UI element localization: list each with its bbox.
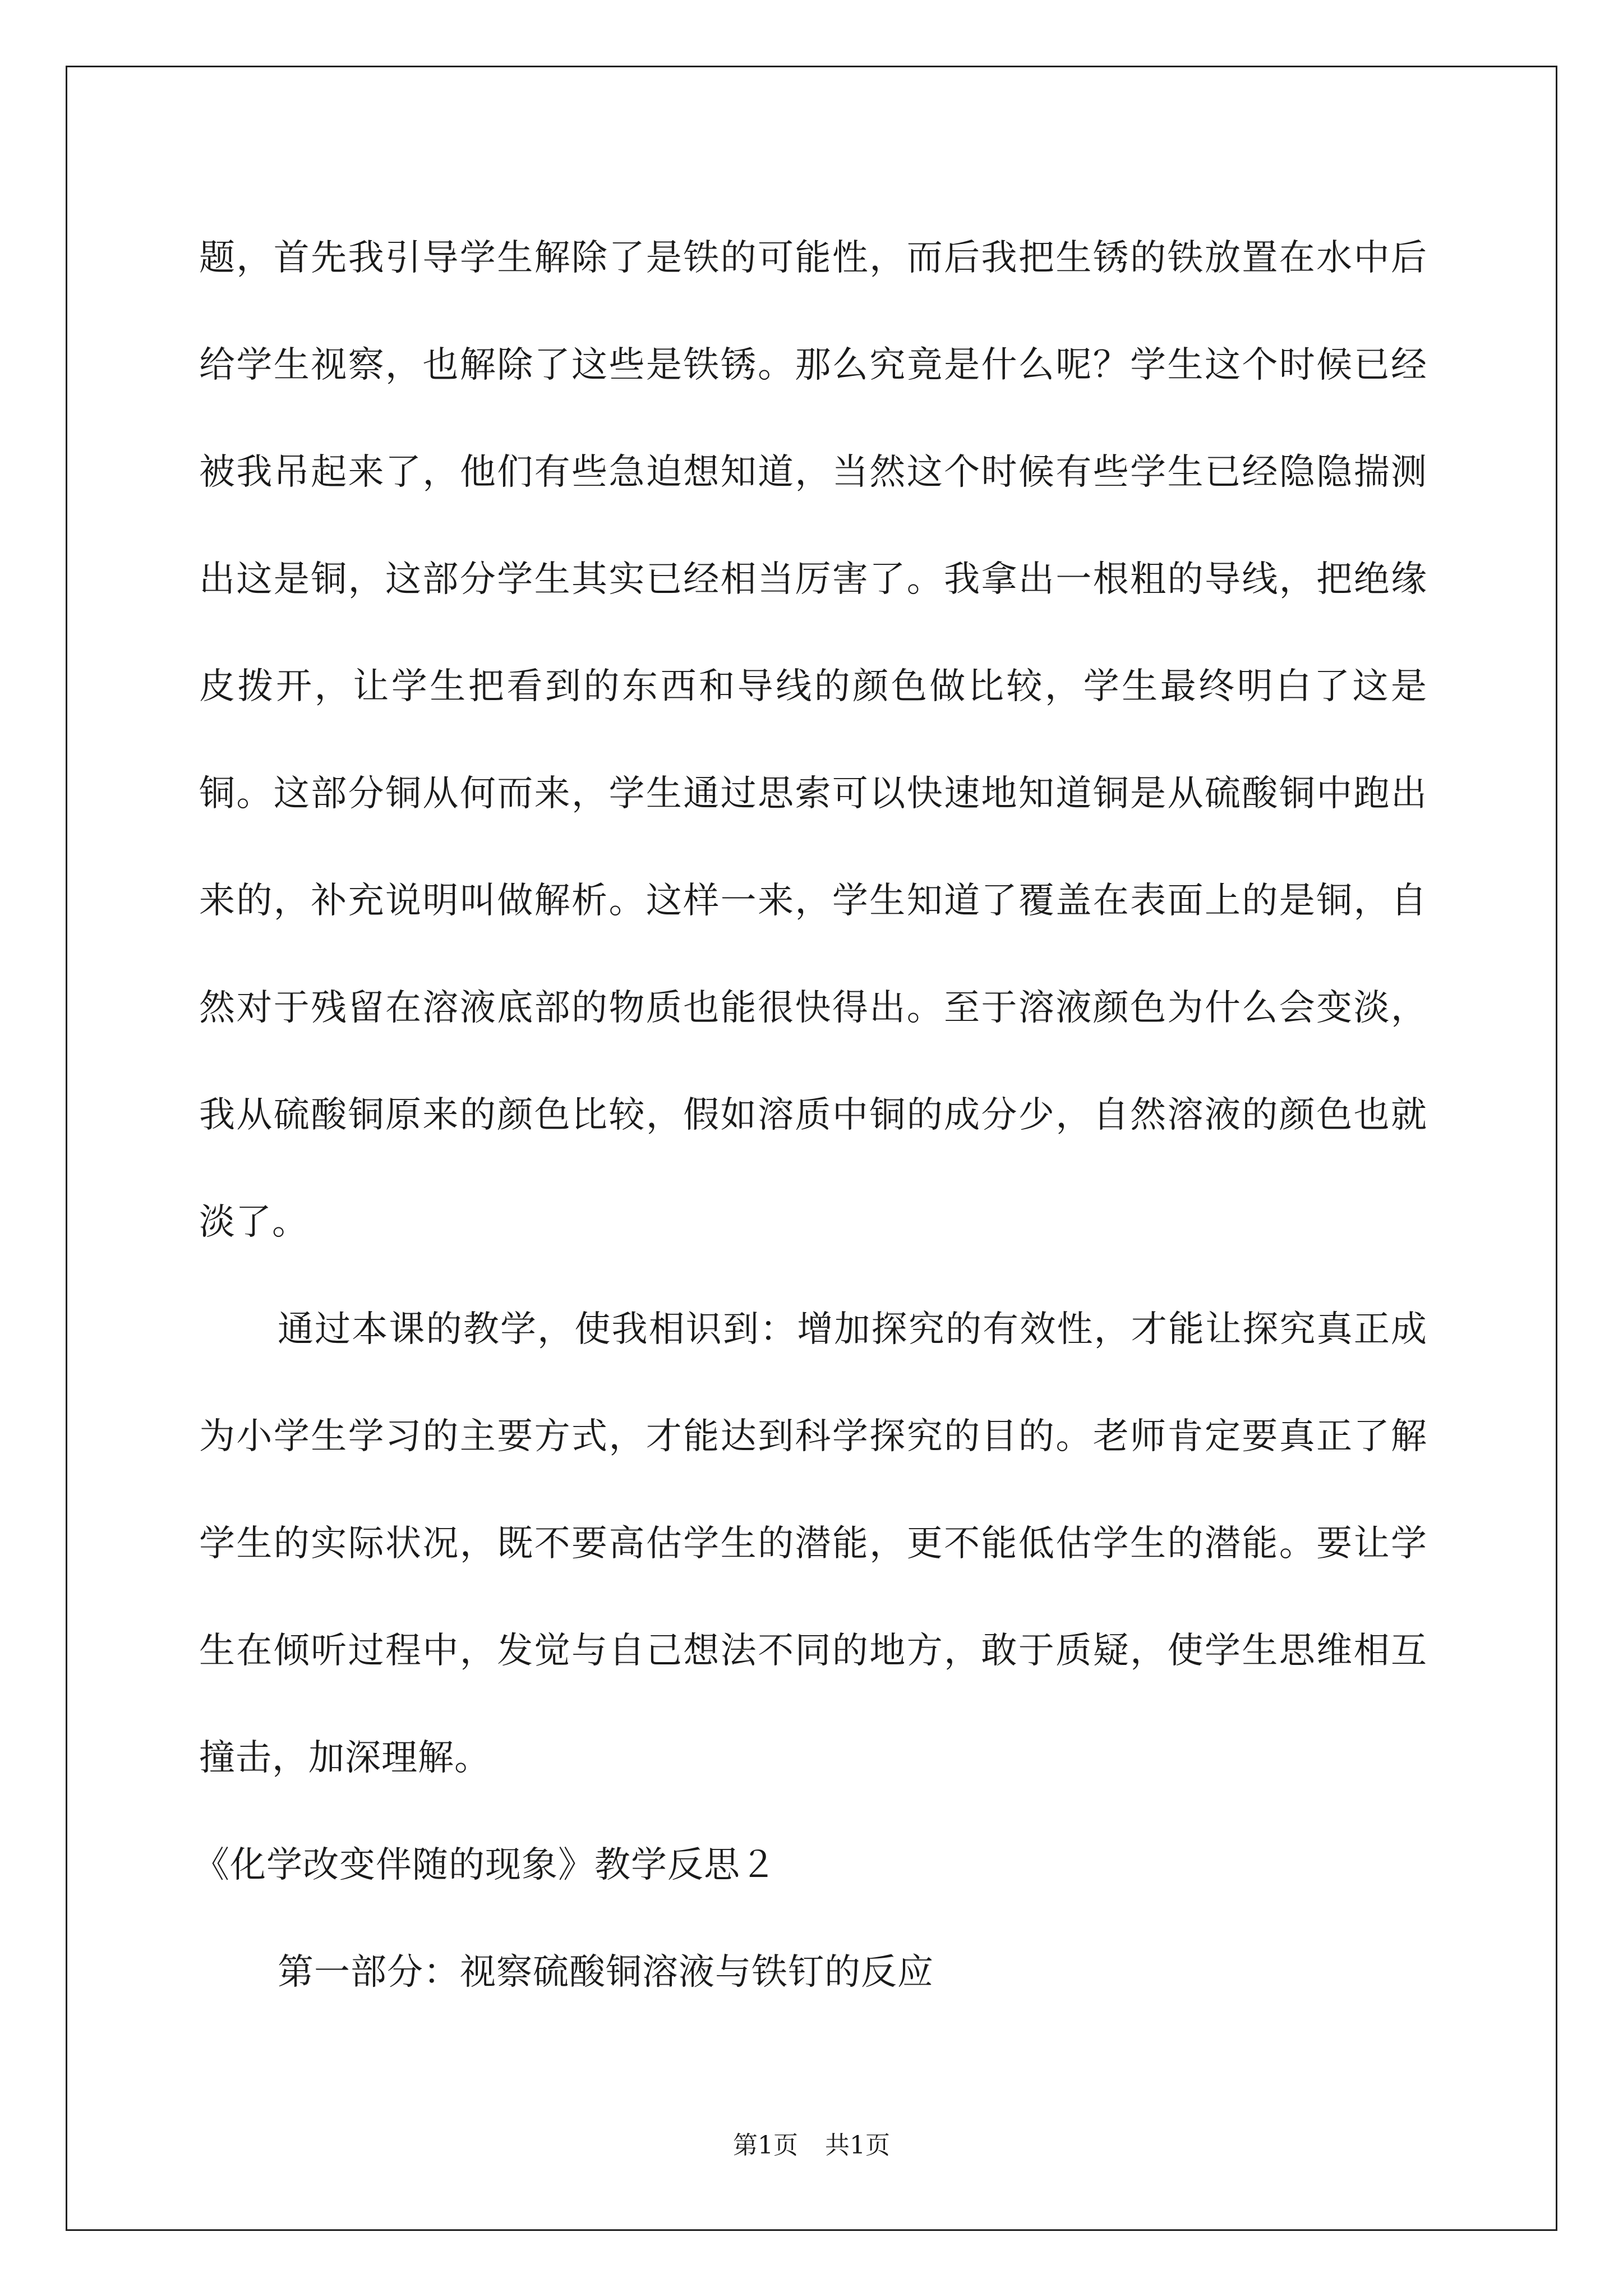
section-heading: 《化学改变伴随的现象》教学反思２ — [193, 1844, 777, 1886]
document-body — [193, 205, 1427, 2026]
section-subheading: 第一部分：视察硫酸铜溶液与铁钉的反应 — [278, 1952, 934, 1993]
body-paragraph-2: 通过本课的教学，使我相识到：增加探究的有效性，才能让探究真正成为小学生学习的主要方式，才能达到科学探究的目的。老师肯定要真正了解学生的实际状况，既不要高估学生的潜能，更不能低估学生的潜能。要让学生在倾听过程中，发觉与自己想法不同的地方，敢于质疑，使学生思维相互撞击，加深理解。 — [199, 1309, 1427, 1779]
page-total: 共1页 — [825, 2131, 890, 2160]
body-paragraph-1: 题，首先我引导学生解除了是铁的可能性，而后我把生锈的铁放置在水中后给学生视察，也解除了这些是铁锈。那么究竟是什么呢？学生这个时候已经被我吊起来了，他们有些急迫想知道，当然这个时候有些学生已经隐隐揣测出这是铜，这部分学生其实已经相当厉害了。我拿出一根粗的导线，把绝缘皮拨开，让学生把看到的东西和导线的颜色做比较，学生最终明白了这是铜。这部分铜从何而来，学生通过思索可以快速地知道铜是从硫酸铜中跑出来的，补充说明叫做解析。这样一来，学生知道了覆盖在表面上的是铜，自然对于残留在溶液底部的物质也能很快得出。至于溶液颜色为什么会变淡，我从硫酸铜原来的颜色比较，假如溶质中铜的成分少，自然溶液的颜色也就淡了。 — [199, 237, 1427, 1243]
page-number: 第1页 — [733, 2131, 798, 2160]
page-footer — [0, 2129, 1623, 2162]
